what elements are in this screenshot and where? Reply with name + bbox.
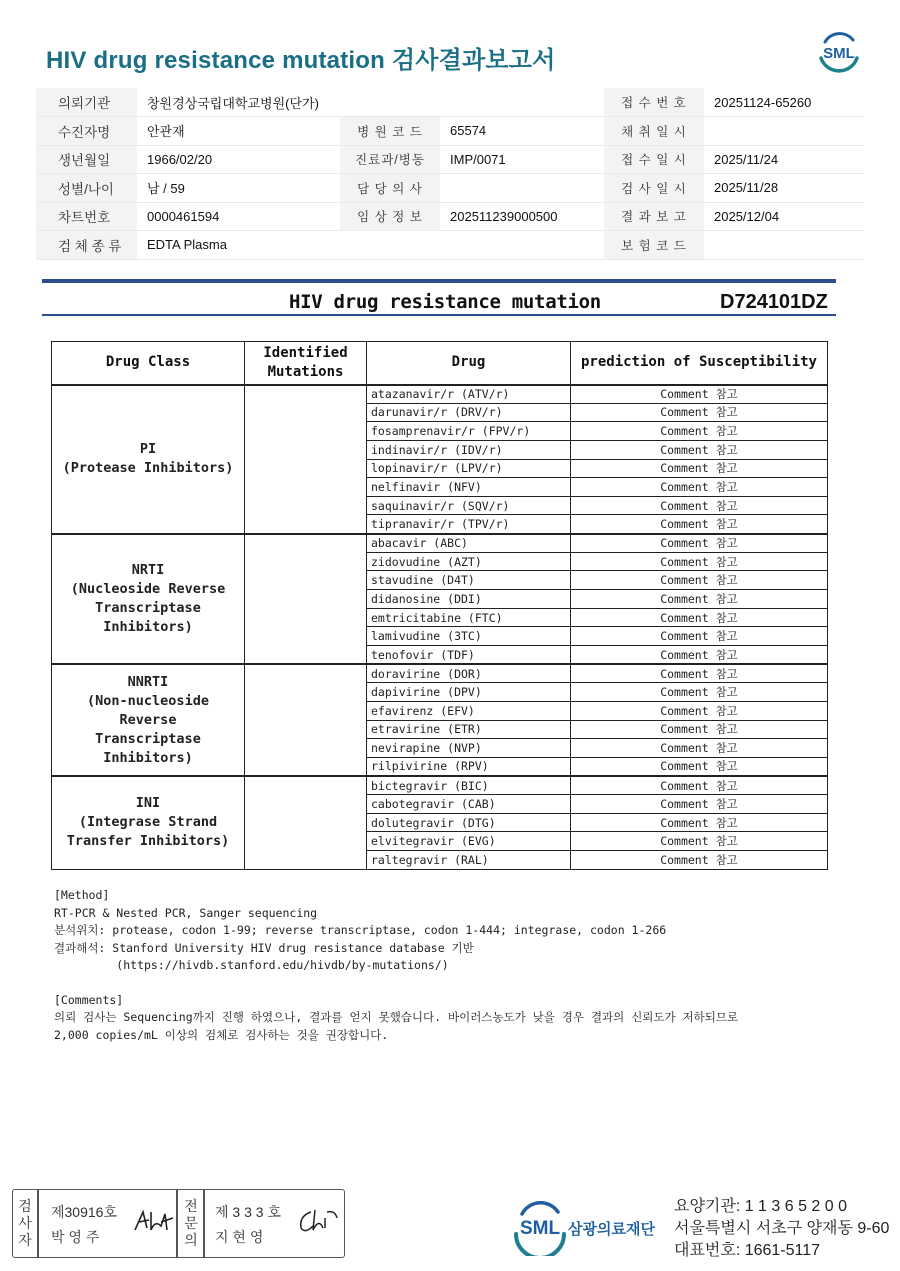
info-value xyxy=(440,88,604,117)
info-value: 1966/02/20 xyxy=(137,145,340,174)
drug-name: tenofovir (TDF) xyxy=(367,645,571,664)
info-label: 의뢰기관 xyxy=(36,88,137,117)
signature-box xyxy=(12,1189,345,1258)
prediction-value: Comment 참고 xyxy=(571,757,828,776)
info-value: 2025/11/28 xyxy=(704,174,864,203)
info-value: 0000461594 xyxy=(137,202,340,231)
comments-line: 의뢰 검사는 Sequencing까지 진행 하였으나, 결과를 얻지 못했습니다. 바이러스농도가 낮을 경우 결과의 신뢰도가 저하되므로 xyxy=(54,1010,739,1024)
info-label: 보 험 코 드 xyxy=(604,231,704,260)
info-label: 진료과/병동 xyxy=(340,145,440,174)
prediction-value: Comment 참고 xyxy=(571,459,828,478)
prediction-value: Comment 참고 xyxy=(571,795,828,814)
info-label xyxy=(340,88,440,117)
drug-name: bictegravir (BIC) xyxy=(367,776,571,795)
header-drug-class: Drug Class xyxy=(52,342,245,385)
prediction-value: Comment 참고 xyxy=(571,478,828,497)
method-line: (https://hivdb.stanford.edu/hivdb/by-mutations/) xyxy=(54,958,449,972)
tester-label: 검 사 자 xyxy=(18,1198,32,1248)
drug-name: dolutegravir (DTG) xyxy=(367,813,571,832)
info-label: 성별/나이 xyxy=(36,174,137,203)
info-row xyxy=(36,117,864,146)
drug-name: darunavir/r (DRV/r) xyxy=(367,403,571,422)
drug-class-line: Transfer Inhibitors) xyxy=(66,833,230,850)
method-heading: [Method] xyxy=(54,888,110,902)
info-label: 접 수 번 호 xyxy=(604,88,704,117)
prediction-value: Comment 참고 xyxy=(571,422,828,441)
drug-name: efavirenz (EFV) xyxy=(367,701,571,720)
drug-class-cell xyxy=(52,534,245,664)
prediction-value: Comment 참고 xyxy=(571,776,828,795)
tester-signature-icon xyxy=(131,1208,175,1236)
info-value xyxy=(440,174,604,203)
footer-contact xyxy=(674,1196,889,1262)
drug-name: stavudine (D4T) xyxy=(367,571,571,590)
method-line: 분석위치: protease, codon 1-99; reverse transcriptase, codon 1-444; integrase, codon 1-266 xyxy=(54,923,667,937)
drug-name: doravirine (DOR) xyxy=(367,664,571,683)
prediction-value: Comment 참고 xyxy=(571,440,828,459)
address: 서울특별시 서초구 양재동 9-60 xyxy=(674,1220,890,1237)
mutations-cell xyxy=(245,534,367,664)
info-value: 2025/11/24 xyxy=(704,145,864,174)
drug-name: etravirine (ETR) xyxy=(367,720,571,739)
resistance-table xyxy=(51,341,828,870)
drug-class-line: NNRTI xyxy=(127,673,169,690)
info-label: 담 당 의 사 xyxy=(340,174,440,203)
info-label: 수진자명 xyxy=(36,117,137,146)
prediction-value: Comment 참고 xyxy=(571,832,828,851)
phone: 대표번호: 1661-5117 xyxy=(674,1242,821,1259)
footer-logo xyxy=(510,1196,670,1256)
prediction-value: Comment 참고 xyxy=(571,701,828,720)
table-row xyxy=(52,776,828,795)
prediction-value: Comment 참고 xyxy=(571,627,828,646)
info-label xyxy=(340,231,440,260)
report-title: HIV drug resistance mutation 검사결과보고서 xyxy=(46,47,556,74)
tester-license: 제30916호 xyxy=(51,1204,117,1220)
info-label: 검 체 종 류 xyxy=(36,231,137,260)
divider xyxy=(176,1190,178,1257)
drug-name: rilpivirine (RPV) xyxy=(367,757,571,776)
institution-code: 요양기관: 1 1 3 6 5 2 0 0 xyxy=(674,1198,848,1215)
drug-name: dapivirine (DPV) xyxy=(367,683,571,702)
info-row xyxy=(36,231,864,260)
info-value xyxy=(704,231,864,260)
logo-text: SML xyxy=(823,45,855,62)
info-value: 2025/12/04 xyxy=(704,202,864,231)
header-mutations-line1: Identified xyxy=(263,344,348,361)
prediction-value: Comment 참고 xyxy=(571,496,828,515)
info-label: 결 과 보 고 xyxy=(604,202,704,231)
drug-class-cell xyxy=(52,385,245,534)
patient-info-table xyxy=(36,88,864,260)
info-value: IMP/0071 xyxy=(440,145,604,174)
drug-name: nevirapine (NVP) xyxy=(367,739,571,758)
info-label: 접 수 일 시 xyxy=(604,145,704,174)
drug-name: lamivudine (3TC) xyxy=(367,627,571,646)
prediction-value: Comment 참고 xyxy=(571,664,828,683)
drug-name: elvitegravir (EVG) xyxy=(367,832,571,851)
specialist-label: 전 문 의 xyxy=(184,1198,198,1248)
section-rule-bottom xyxy=(42,314,836,316)
info-label: 검 사 일 시 xyxy=(604,174,704,203)
drug-class-line: Transcriptase Inhibitors) xyxy=(95,730,201,766)
drug-name: didanosine (DDI) xyxy=(367,590,571,609)
info-value xyxy=(440,231,604,260)
prediction-value: Comment 참고 xyxy=(571,645,828,664)
info-row xyxy=(36,202,864,231)
org-name: 삼광의료재단 xyxy=(568,1221,655,1238)
info-label: 임 상 정 보 xyxy=(340,202,440,231)
info-value xyxy=(704,117,864,146)
info-value: 창원경상국립대학교병원(단가) xyxy=(137,88,340,117)
drug-name: nelfinavir (NFV) xyxy=(367,478,571,497)
drug-class-line: PI xyxy=(139,441,157,458)
prediction-value: Comment 참고 xyxy=(571,683,828,702)
drug-name: saquinavir/r (SQV/r) xyxy=(367,496,571,515)
drug-name: abacavir (ABC) xyxy=(367,534,571,553)
table-row xyxy=(52,664,828,683)
prediction-value: Comment 참고 xyxy=(571,571,828,590)
prediction-value: Comment 참고 xyxy=(571,813,828,832)
prediction-value: Comment 참고 xyxy=(571,720,828,739)
drug-name: raltegravir (RAL) xyxy=(367,851,571,870)
comments-heading: [Comments] xyxy=(54,992,124,1007)
info-value: EDTA Plasma xyxy=(137,231,340,260)
drug-class-line: Transcriptase Inhibitors) xyxy=(95,599,201,635)
prediction-value: Comment 참고 xyxy=(571,385,828,404)
drug-name: indinavir/r (IDV/r) xyxy=(367,440,571,459)
method-line: RT-PCR & Nested PCR, Sanger sequencing xyxy=(54,905,318,920)
table-row xyxy=(52,534,828,553)
drug-class-cell xyxy=(52,776,245,869)
notes-section xyxy=(54,887,738,1044)
info-value: 202511239000500 xyxy=(440,202,604,231)
prediction-value: Comment 참고 xyxy=(571,403,828,422)
prediction-value: Comment 참고 xyxy=(571,534,828,553)
drug-name: lopinavir/r (LPV/r) xyxy=(367,459,571,478)
footer-logo-text: SML xyxy=(519,1218,561,1239)
drug-class-cell xyxy=(52,664,245,776)
drug-name: emtricitabine (FTC) xyxy=(367,608,571,627)
method-line: 결과해석: Stanford University HIV drug resistance database 기반 xyxy=(54,940,474,955)
test-code: D724101DZ xyxy=(720,291,828,313)
drug-class-line: NRTI xyxy=(131,561,165,578)
specialist-name: 지 현 영 xyxy=(215,1229,264,1245)
specialist-signature-icon xyxy=(295,1206,341,1236)
info-value: 남 / 59 xyxy=(137,174,340,203)
drug-class-line: INI xyxy=(135,795,161,812)
section-title: HIV drug resistance mutation xyxy=(289,291,601,313)
drug-name: cabotegravir (CAB) xyxy=(367,795,571,814)
tester-name: 박 영 주 xyxy=(51,1229,100,1245)
specialist-license: 제 3 3 3 호 xyxy=(215,1204,281,1220)
mutations-cell xyxy=(245,664,367,776)
divider xyxy=(203,1190,205,1257)
info-value: 안관재 xyxy=(137,117,340,146)
sml-footer-logo-icon xyxy=(510,1196,570,1256)
drug-name: fosamprenavir/r (FPV/r) xyxy=(367,422,571,441)
info-value: 65574 xyxy=(440,117,604,146)
drug-class-line: (Non-nucleoside Reverse xyxy=(87,692,209,728)
info-row xyxy=(36,174,864,203)
divider xyxy=(37,1190,39,1257)
sml-logo-icon xyxy=(815,28,863,76)
prediction-value: Comment 참고 xyxy=(571,739,828,758)
prediction-value: Comment 참고 xyxy=(571,608,828,627)
info-value: 20251124-65260 xyxy=(704,88,864,117)
header-drug: Drug xyxy=(367,342,571,385)
info-row xyxy=(36,88,864,117)
table-row xyxy=(52,385,828,404)
info-row xyxy=(36,145,864,174)
drug-class-line: (Nucleoside Reverse xyxy=(70,580,226,597)
info-label: 차트번호 xyxy=(36,202,137,231)
info-label: 생년월일 xyxy=(36,145,137,174)
prediction-value: Comment 참고 xyxy=(571,851,828,870)
prediction-value: Comment 참고 xyxy=(571,552,828,571)
info-label: 병 원 코 드 xyxy=(340,117,440,146)
mutations-cell xyxy=(245,385,367,534)
mutations-cell xyxy=(245,776,367,869)
drug-class-line: (Protease Inhibitors) xyxy=(62,460,234,477)
prediction-value: Comment 참고 xyxy=(571,590,828,609)
drug-name: zidovudine (AZT) xyxy=(367,552,571,571)
drug-name: atazanavir/r (ATV/r) xyxy=(367,385,571,404)
drug-name: tipranavir/r (TPV/r) xyxy=(367,515,571,534)
header-prediction: prediction of Susceptibility xyxy=(571,342,828,385)
header-mutations xyxy=(245,342,367,385)
info-label: 채 취 일 시 xyxy=(604,117,704,146)
drug-class-line: (Integrase Strand xyxy=(78,814,218,831)
header-mutations-line2: Mutations xyxy=(267,363,344,380)
prediction-value: Comment 참고 xyxy=(571,515,828,534)
comments-line: 2,000 copies/mL 이상의 검체로 검사하는 것을 권장합니다. xyxy=(54,1027,389,1042)
section-rule-top xyxy=(42,279,836,283)
